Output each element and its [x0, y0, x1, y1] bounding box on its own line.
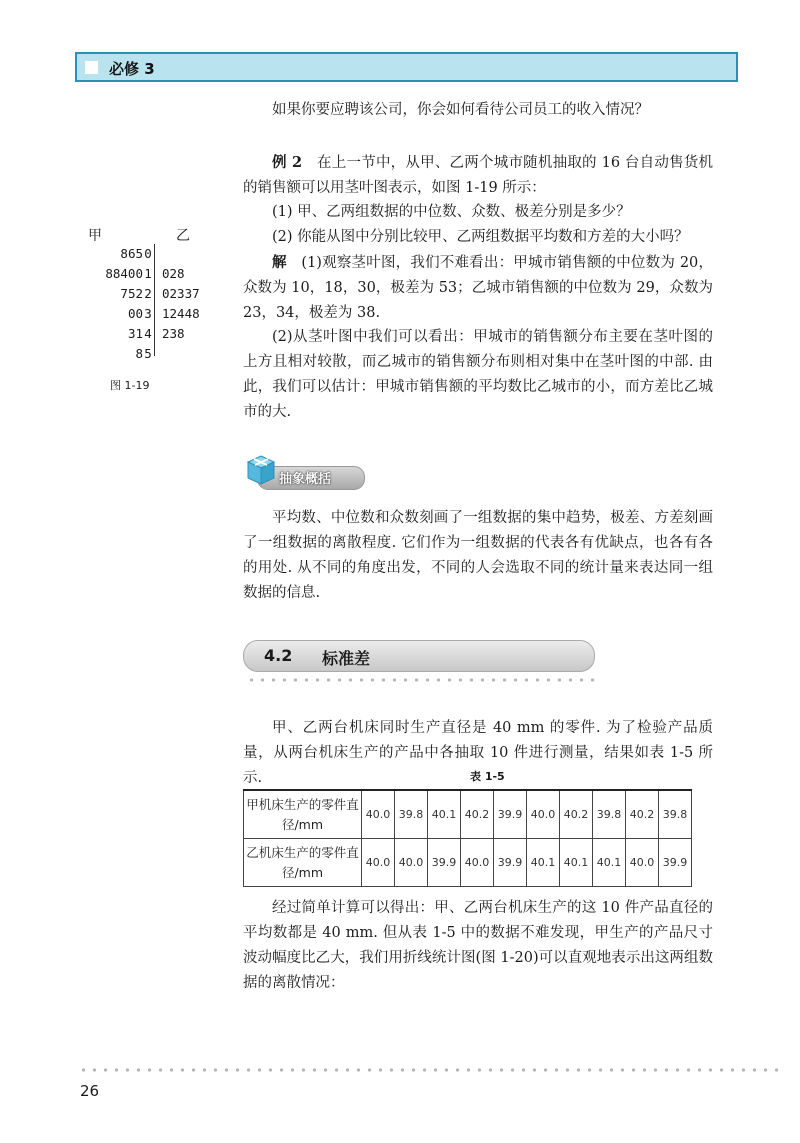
table-cell: 40.0 [527, 790, 560, 839]
stemleaf-row [80, 246, 250, 266]
table-cell: 40.1 [527, 839, 560, 887]
question-1: (1) 甲、乙两组数据的中位数、众数、极差分别是多少？ [272, 204, 631, 220]
stemleaf-right-leaves: 238 [162, 326, 185, 341]
section-intro: 甲、乙两台机床同时生产直径是 40 mm 的零件. 为了检验产品质量，从两台机床生产的产品中各抽取 10 件进行测量，结果如表 1-5 所示. [243, 720, 713, 786]
stemleaf-row [80, 346, 250, 366]
table-cell: 40.2 [626, 790, 659, 839]
example-paragraph [243, 150, 713, 201]
stemleaf-stem: 5 [144, 346, 152, 361]
solution-label: 解 [272, 254, 287, 271]
row-label: 乙机床生产的零件直径/mm [244, 839, 362, 887]
intro-question: 如果你要应聘该公司，你会如何看待公司员工的收入情况？ [272, 102, 649, 118]
table-cell: 40.1 [560, 839, 593, 887]
stemleaf-left-header: 甲 [88, 228, 102, 244]
solution-part-1 [243, 250, 713, 326]
solution-part-2: (2)从茎叶图中我们可以看出：甲城市的销售额分布主要在茎叶图的上方且相对较散，而乙城市的销售额分布则相对集中在茎叶图的中部. 由此，我们可以估计：甲城市销售额的平均数比乙城市的小，而方差比乙城市的大. [243, 329, 713, 420]
stemleaf-left-leaves: 865 [120, 246, 143, 261]
table-cell: 40.1 [428, 790, 461, 839]
stemleaf-stem: 3 [144, 306, 152, 321]
stemleaf-left-leaves: 31 [127, 326, 143, 341]
table-cell: 40.0 [395, 839, 428, 887]
table-cell: 39.9 [428, 839, 461, 887]
table-cell: 40.2 [560, 790, 593, 839]
stemleaf-left-leaves: 00 [127, 306, 143, 321]
chapter-header [75, 52, 738, 82]
footer-dotted-rule [78, 1068, 783, 1072]
table-cell: 40.0 [461, 839, 494, 887]
example-text: 在上一节中，从甲、乙两个城市随机抽取的 16 台自动售货机的销售额可以用茎叶图表示，如图 1-19 所示： [243, 155, 714, 196]
solution-text-1: (1)观察茎叶图，我们不难看出：甲城市销售额的中位数为 20，众数为 10，18，30，极差为 53；乙城市销售额的中位数为 29，众数为 23，34，极差为 38. [243, 255, 713, 321]
table-row [244, 839, 692, 887]
table-cell: 40.0 [362, 839, 395, 887]
stemleaf-row [80, 306, 250, 326]
table-cell: 39.8 [395, 790, 428, 839]
stemleaf-right-header: 乙 [176, 228, 190, 244]
table-cell: 39.9 [494, 839, 527, 887]
stemleaf-row [80, 266, 250, 286]
stemleaf-stem: 0 [144, 246, 152, 261]
table-cell: 40.2 [461, 790, 494, 839]
table-cell: 39.9 [659, 839, 692, 887]
stemleaf-stem: 2 [144, 286, 152, 301]
section-header [243, 640, 595, 672]
table-row [244, 790, 692, 839]
table-cell: 40.0 [362, 790, 395, 839]
table-cell: 39.9 [494, 790, 527, 839]
table-caption: 表 1-5 [470, 770, 505, 783]
stemleaf-row [80, 326, 250, 346]
section-number: 4.2 [264, 646, 293, 665]
stemleaf-left-leaves: 88400 [105, 266, 143, 281]
chapter-title: 必修 3 [109, 60, 155, 78]
stemleaf-right-leaves: 028 [162, 266, 185, 281]
stemleaf-right-leaves: 12448 [162, 306, 200, 321]
example-label: 例 2 [272, 154, 303, 171]
figure-caption: 图 1-19 [110, 379, 150, 392]
page-number: 26 [80, 1082, 100, 1100]
summary-badge [243, 452, 363, 492]
summary-badge-label: 抽象概括 [279, 472, 332, 487]
measurement-table [243, 789, 692, 887]
stemleaf-right-leaves: 02337 [162, 286, 200, 301]
stemleaf-stem: 1 [144, 266, 152, 281]
table-cell: 39.8 [659, 790, 692, 839]
section-dotted-rule [246, 678, 598, 682]
section-title: 标准差 [322, 649, 371, 668]
row-label: 甲机床生产的零件直径/mm [244, 790, 362, 839]
stemleaf-left-leaves: 8 [135, 346, 143, 361]
table-cell: 40.0 [626, 839, 659, 887]
question-2: (2) 你能从图中分别比较甲、乙两组数据平均数和方差的大小吗？ [272, 229, 689, 245]
gift-box-icon [243, 452, 279, 488]
stemleaf-left-leaves: 752 [120, 286, 143, 301]
table-cell: 39.8 [593, 790, 626, 839]
header-square-icon [85, 61, 98, 74]
conclusion-text: 经过简单计算可以得出：甲、乙两台机床生产的这 10 件产品直径的平均数都是 40 mm. 但从表 1-5 中的数据不难发现，甲生产的产品尺寸波动幅度比乙大，我们用折线统计图(图 1-20)可以直观地表示出这两组数据的离散情况： [243, 900, 713, 991]
summary-text: 平均数、中位数和众数刻画了一组数据的集中趋势，极差、方差刻画了一组数据的离散程度. 它们作为一组数据的代表各有优缺点，也各有各的用处. 从不同的角度出发，不同的人会选取不同的统计量来表达同一组数据的信息. [243, 510, 713, 601]
stemleaf-row [80, 286, 250, 306]
stemleaf-stem: 4 [144, 326, 152, 341]
table-cell: 40.1 [593, 839, 626, 887]
